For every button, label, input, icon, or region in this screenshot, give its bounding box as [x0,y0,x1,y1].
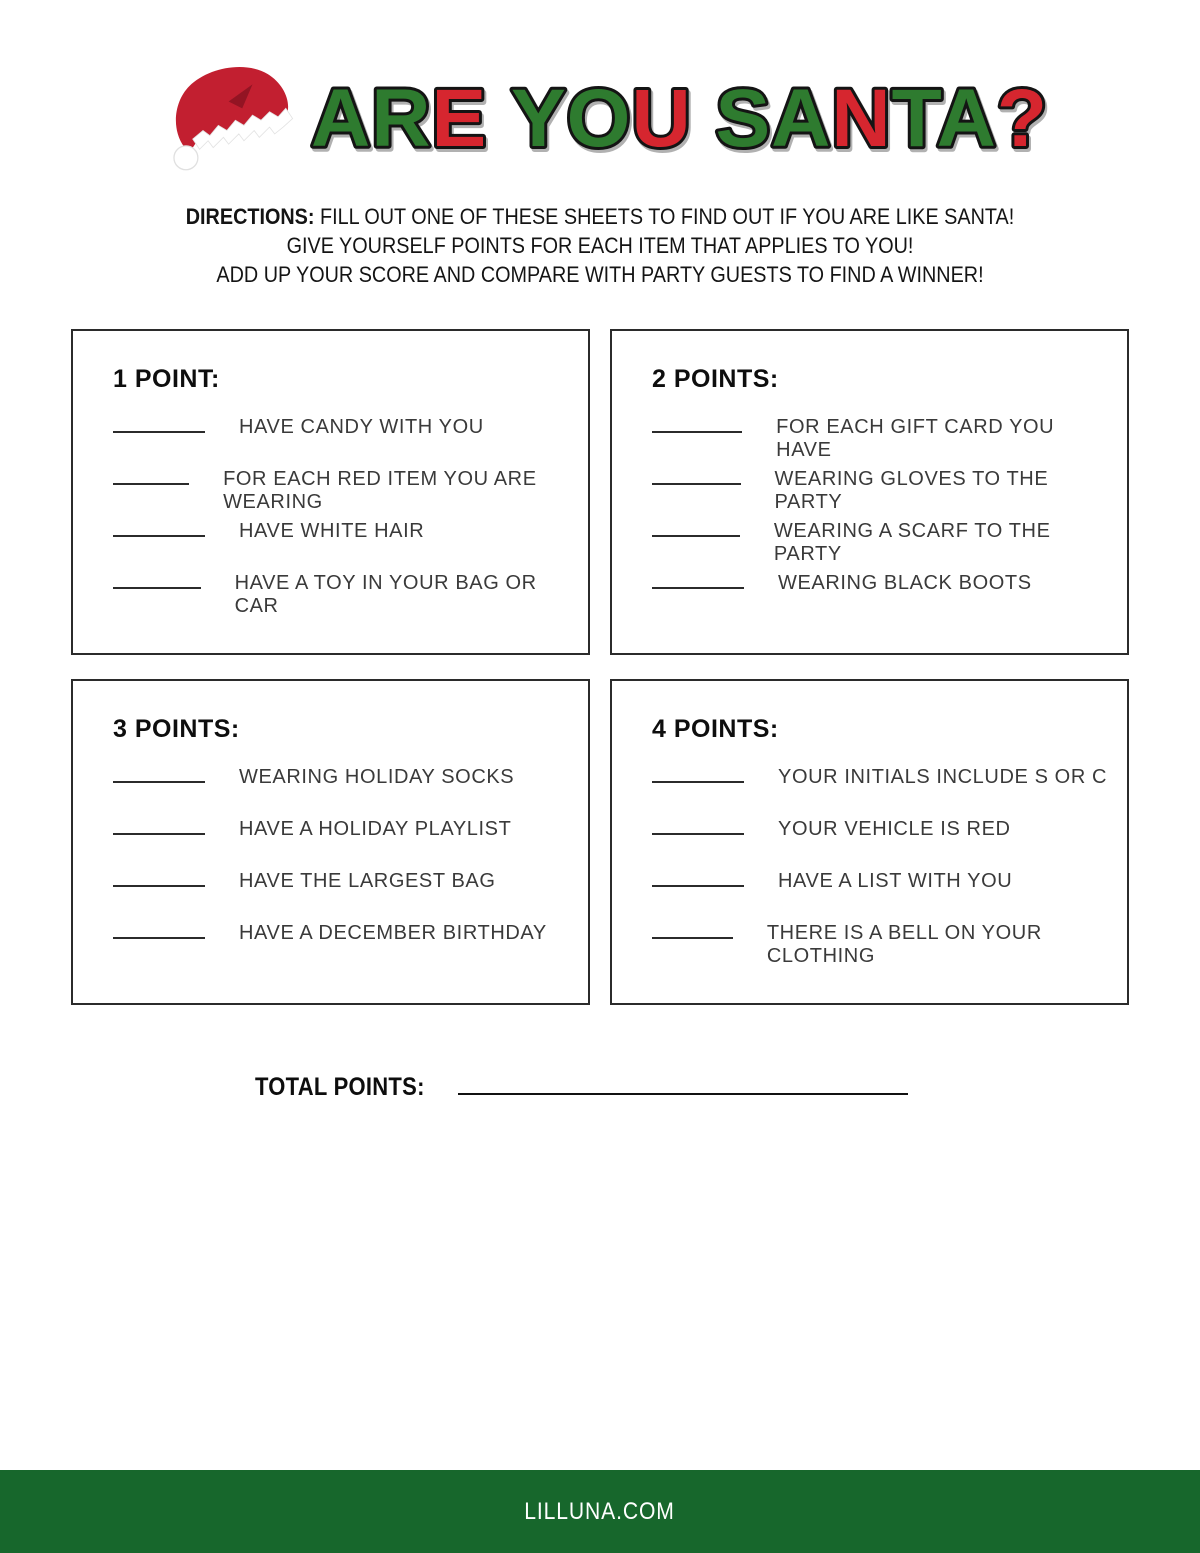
box-items-1 [113,416,570,624]
score-item-label: YOUR VEHICLE IS RED [778,818,1011,840]
title-letter: A [936,73,997,164]
box-heading-4-points: 4 POINTS: [652,715,779,743]
box-heading-1-point: 1 POINT: [113,365,220,393]
directions-label: DIRECTIONS: [185,204,315,229]
score-item-row [652,818,1109,870]
box-heading-3-points: 3 POINTS: [113,715,240,743]
score-blank-line [113,937,205,939]
page-title-text [311,73,1048,164]
score-blank-line [652,587,744,589]
points-box-4 [610,679,1129,1005]
score-item-label: THERE IS A BELL ON YOUR CLOTHING [766,922,1042,967]
score-blank-line [652,483,741,485]
box-items-3 [113,766,570,974]
score-item-row [113,572,570,624]
score-blank-line [652,885,744,887]
title-letter: A [311,73,372,164]
score-blank-line [652,833,744,835]
santa-hat-pompom [174,146,198,170]
page-title [307,60,1048,172]
score-item-row [113,766,570,818]
score-item-row [652,870,1109,922]
score-item-label: FOR EACH GIFT CARD YOU HAVE [776,416,1055,461]
score-item-label: FOR EACH RED ITEM YOU ARE WEARING [223,468,537,513]
score-item-label: WEARING BLACK BOOTS [778,572,1032,594]
footer-site-text: LILLUNA.COM [524,1497,676,1525]
title-letter: O [566,73,632,164]
score-item-label: HAVE A HOLIDAY PLAYLIST [239,818,512,840]
score-blank-line [113,483,189,485]
directions-text [60,202,1140,289]
score-item-label: HAVE A DECEMBER BIRTHDAY [239,922,547,944]
score-blank-line [113,587,201,589]
score-item-row [652,416,1109,468]
score-item-row [113,416,570,468]
score-item-row [113,520,570,572]
score-item-row [113,818,570,870]
total-points-row [0,1073,1200,1102]
points-box-2 [610,329,1129,655]
score-blank-line [113,833,205,835]
total-points-blank-line [458,1093,908,1095]
score-blank-line [652,781,744,783]
directions-line-1: FILL OUT ONE OF THESE SHEETS TO FIND OUT IF YOU ARE LIKE SANTA! [319,204,1015,229]
title-letter: ? [996,73,1048,164]
directions-line-3: ADD UP YOUR SCORE AND COMPARE WITH PARTY GUESTS TO FIND A WINNER! [216,262,984,287]
score-item-label: HAVE THE LARGEST BAG [239,870,496,892]
score-blank-line [652,431,742,433]
box-heading-2-points: 2 POINTS: [652,365,779,393]
score-item-row [113,922,570,974]
points-box-1 [71,329,590,655]
score-item-row [652,766,1109,818]
title-letter: A [771,73,832,164]
score-item-label: HAVE CANDY WITH YOU [239,416,484,438]
score-blank-line [113,781,205,783]
title-letter: Y [510,73,567,164]
score-item-label: YOUR INITIALS INCLUDE S OR C [778,766,1108,788]
title-letter [487,73,511,164]
directions-line-2: GIVE YOURSELF POINTS FOR EACH ITEM THAT APPLIES TO YOU! [286,233,914,258]
title-letter: S [715,73,772,164]
score-item-row [652,468,1109,520]
score-blank-line [652,937,733,939]
footer-bar [0,1470,1200,1553]
title-letter: E [431,73,488,164]
title-letter: N [831,73,892,164]
score-item-row [652,572,1109,624]
title-letter: T [891,73,937,164]
score-item-row [113,468,570,520]
total-points-label: TOTAL POINTS: [255,1073,425,1101]
santa-hat-icon [163,52,301,180]
box-items-2 [652,416,1109,624]
score-boxes-grid [71,329,1129,1005]
box-items-4 [652,766,1109,974]
masthead [0,0,1200,180]
score-item-label: HAVE A TOY IN YOUR BAG OR CAR [234,572,537,617]
score-blank-line [113,535,205,537]
score-blank-line [113,885,205,887]
score-blank-line [652,535,740,537]
score-blank-line [113,431,205,433]
score-item-label: HAVE A LIST WITH YOU [778,870,1013,892]
score-item-row [652,922,1109,974]
score-item-row [652,520,1109,572]
title-letter: U [631,73,692,164]
score-item-label: WEARING GLOVES TO THE PARTY [774,468,1049,513]
title-letter [692,73,716,164]
points-box-3 [71,679,590,1005]
score-item-label: WEARING HOLIDAY SOCKS [239,766,515,788]
score-item-label: WEARING A SCARF TO THE PARTY [773,520,1051,565]
score-item-label: HAVE WHITE HAIR [239,520,425,542]
score-item-row [113,870,570,922]
title-letter: R [371,73,432,164]
